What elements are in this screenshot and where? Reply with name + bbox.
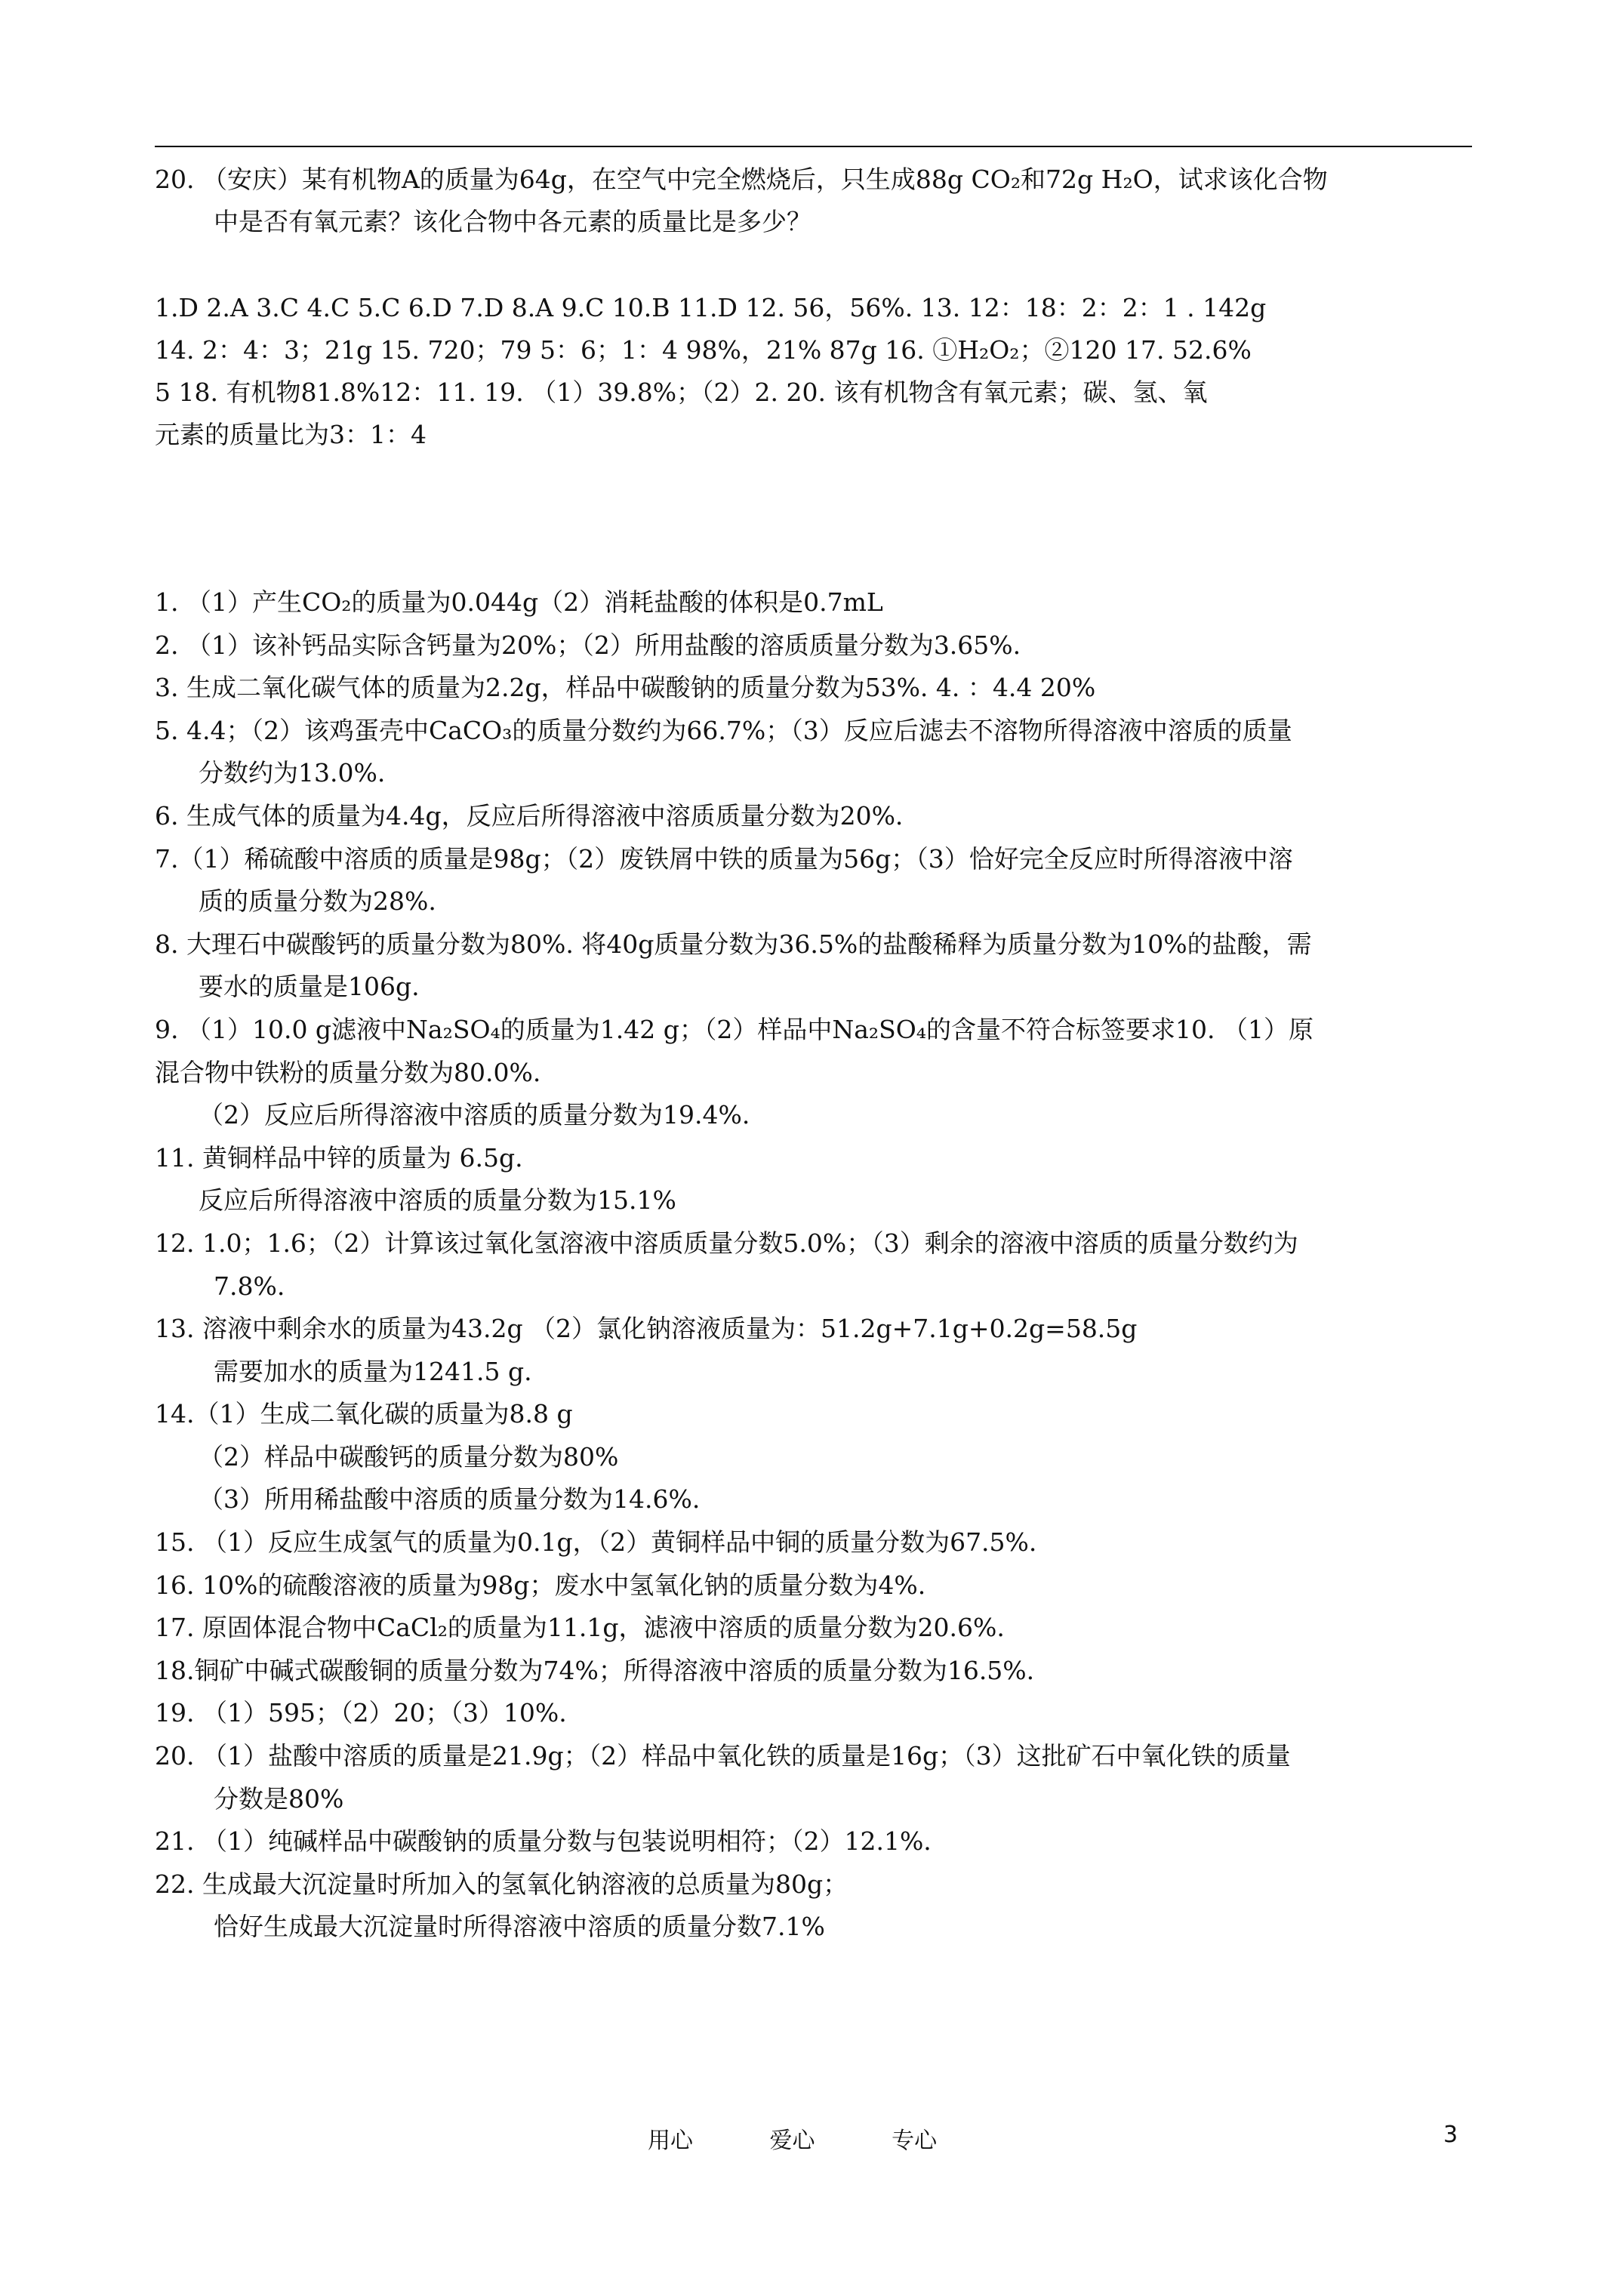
answer-line: 13. 溶液中剩余水的质量为43.2g （2）氯化钠溶液质量为：51.2g+7.1g+0.2g=58.5g	[155, 1314, 1138, 1344]
answer-line: 分数是80%	[214, 1783, 344, 1814]
answer-line: 混合物中铁粉的质量分数为80.0%.	[155, 1057, 541, 1087]
question-20-line-2: 中是否有氧元素？该化合物中各元素的质量比是多少？	[214, 207, 812, 236]
footer-slogan-word: 用心	[648, 2128, 693, 2154]
answer-line: 需要加水的质量为1241.5 g.	[214, 1356, 532, 1386]
answer-line: 元素的质量比为3：1：4	[155, 420, 427, 449]
answer-line: （2）反应后所得溶液中溶质的质量分数为19.4%.	[199, 1100, 750, 1130]
answer-line: 7.（1）稀硫酸中溶质的质量是98g；（2）废铁屑中铁的质量为56g；（3）恰好完全反应时所得溶液中溶	[155, 843, 1293, 874]
answer-line: 6. 生成气体的质量为4.4g，反应后所得溶液中溶质质量分数为20%.	[155, 800, 904, 831]
answer-line: 1.D 2.A 3.C 4.C 5.C 6.D 7.D 8.A 9.C 10.B 11.D 12. 56，56%. 13. 12：18：2：2：1 . 142g	[155, 293, 1267, 322]
answer-line: 1. （1）产生CO₂的质量为0.044g（2）消耗盐酸的体积是0.7mL	[155, 587, 883, 617]
question-20-line-1: 20. （安庆）某有机物A的质量为64g，在空气中完全燃烧后，只生成88g CO₂和72g H₂O，试求该化合物	[155, 165, 1328, 194]
page-footer	[0, 2122, 1623, 2152]
answer-line: 7.8%.	[214, 1271, 285, 1301]
answer-line: 要水的质量是106g.	[199, 972, 420, 1002]
answer-line: 恰好生成最大沉淀量时所得溶液中溶质的质量分数7.1%	[214, 1912, 825, 1942]
answer-line: 21. （1）纯碱样品中碳酸钠的质量分数与包装说明相符；（2）12.1%.	[155, 1826, 932, 1857]
answer-line: 16. 10%的硫酸溶液的质量为98g；废水中氢氧化钠的质量分数为4%.	[155, 1570, 926, 1600]
answer-line: 5. 4.4；（2）该鸡蛋壳中CaCO₃的质量分数约为66.7%；（3）反应后滤去不溶物所得溶液中溶质的质量	[155, 715, 1292, 745]
footer-slogan	[648, 2122, 1006, 2155]
header-rule	[155, 146, 1472, 147]
answer-line: 反应后所得溶液中溶质的质量分数为15.1%	[199, 1185, 676, 1216]
answer-line: 15. （1）反应生成氢气的质量为0.1g，（2）黄铜样品中铜的质量分数为67.5%.	[155, 1527, 1037, 1558]
answer-line: 14.（1）生成二氧化碳的质量为8.8 g	[155, 1399, 573, 1429]
answer-key-multiple-choice	[155, 287, 1483, 456]
answer-line: （3）所用稀盐酸中溶质的质量分数为14.6%.	[199, 1484, 701, 1515]
answer-line: 5 18. 有机物81.8%12：11. 19. （1）39.8%；（2）2. 20. 该有机物含有氧元素；碳、氢、氧	[155, 378, 1208, 407]
answer-line: 3. 生成二氧化碳气体的质量为2.2g，样品中碳酸钠的质量分数为53%. 4. ：4.4 20%	[155, 673, 1096, 703]
footer-slogan-word: 爱心	[769, 2128, 815, 2154]
answer-line: 2. （1）该补钙品实际含钙量为20%；（2）所用盐酸的溶质质量分数为3.65%.	[155, 630, 1021, 660]
question-20	[155, 159, 1483, 243]
answer-line: 质的质量分数为28%.	[199, 886, 436, 917]
answer-line: 8. 大理石中碳酸钙的质量分数为80%. 将40g质量分数为36.5%的盐酸稀释为质量分数为10%的盐酸，需	[155, 929, 1312, 959]
answer-line: 18.铜矿中碱式碳酸铜的质量分数为74%；所得溶液中溶质的质量分数为16.5%.	[155, 1655, 1035, 1685]
answer-line: （2）样品中碳酸钙的质量分数为80%	[199, 1441, 619, 1472]
answer-line: 9. （1）10.0 g滤液中Na₂SO₄的质量为1.42 g；（2）样品中Na₂SO₄的含量不符合标签要求10. （1）原	[155, 1014, 1313, 1044]
answer-key-calculations	[155, 581, 1495, 1949]
footer-slogan-word: 专心	[892, 2128, 938, 2154]
answer-line: 19. （1）595；（2）20；（3）10%.	[155, 1698, 567, 1728]
page-number: 3	[1443, 2122, 1458, 2148]
answer-line: 17. 原固体混合物中CaCl₂的质量为11.1g，滤液中溶质的质量分数为20.6%.	[155, 1613, 1005, 1643]
answer-line: 22. 生成最大沉淀量时所加入的氢氧化钠溶液的总质量为80g；	[155, 1869, 848, 1899]
answer-line: 14. 2：4：3；21g 15. 720；79 5：6；1：4 98%，21% 87g 16. ①H₂O₂；②120 17. 52.6%	[155, 335, 1252, 365]
answer-line: 20. （1）盐酸中溶质的质量是21.9g；（2）样品中氧化铁的质量是16g；（3）这批矿石中氧化铁的质量	[155, 1741, 1291, 1771]
answer-line: 11. 黄铜样品中锌的质量为 6.5g.	[155, 1142, 523, 1173]
answer-line: 12. 1.0；1.6；（2）计算该过氧化氢溶液中溶质质量分数5.0%；（3）剩余的溶液中溶质的质量分数约为	[155, 1228, 1298, 1258]
answer-line: 分数约为13.0%.	[199, 758, 386, 788]
